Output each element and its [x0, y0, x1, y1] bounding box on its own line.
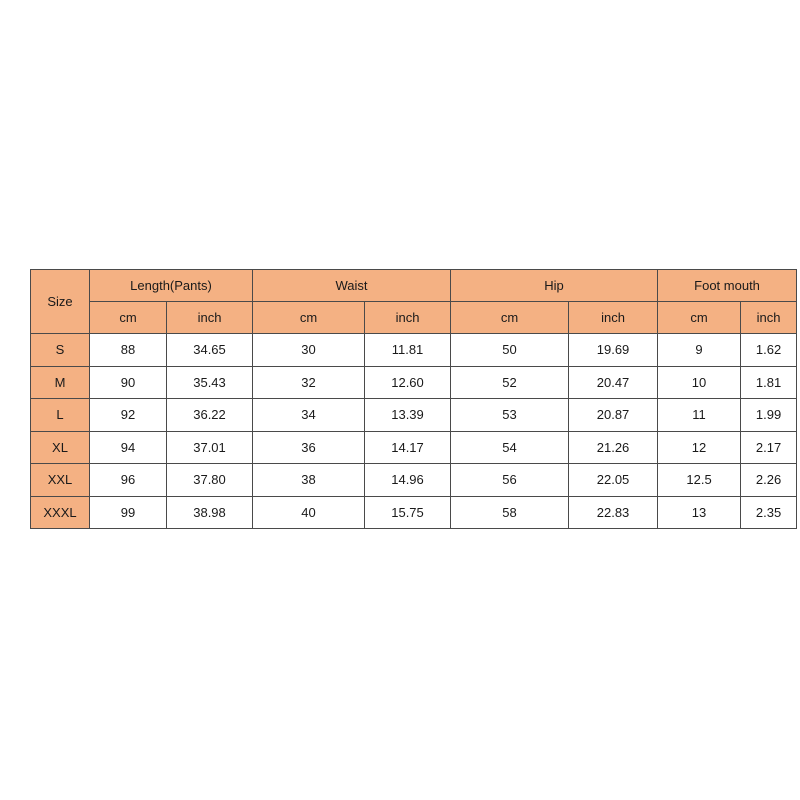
table-cell: 22.05	[569, 464, 658, 497]
table-row	[31, 464, 797, 497]
table-cell: 20.87	[569, 399, 658, 432]
table-cell: 52	[451, 366, 569, 399]
size-cell: M	[31, 366, 90, 399]
table-cell: 38	[253, 464, 365, 497]
size-chart-table	[30, 269, 797, 529]
table-cell: 10	[658, 366, 741, 399]
table-cell: 12.60	[365, 366, 451, 399]
unit-header: cm	[658, 302, 741, 334]
table-cell: 37.01	[167, 431, 253, 464]
table-cell: 53	[451, 399, 569, 432]
table-cell: 2.35	[741, 496, 797, 529]
table-cell: 19.69	[569, 334, 658, 367]
group-header-waist: Waist	[253, 270, 451, 302]
unit-header: inch	[741, 302, 797, 334]
table-cell: 1.81	[741, 366, 797, 399]
table-row	[31, 366, 797, 399]
group-header-length: Length(Pants)	[90, 270, 253, 302]
table-cell: 34	[253, 399, 365, 432]
table-row	[31, 334, 797, 367]
size-cell: XL	[31, 431, 90, 464]
size-cell: L	[31, 399, 90, 432]
table-cell: 90	[90, 366, 167, 399]
table-cell: 1.99	[741, 399, 797, 432]
unit-header: inch	[167, 302, 253, 334]
table-cell: 12.5	[658, 464, 741, 497]
table-cell: 1.62	[741, 334, 797, 367]
table-cell: 13	[658, 496, 741, 529]
table-body	[31, 334, 797, 529]
unit-header: inch	[569, 302, 658, 334]
table-cell: 54	[451, 431, 569, 464]
table-cell: 58	[451, 496, 569, 529]
table-cell: 12	[658, 431, 741, 464]
size-cell: XXL	[31, 464, 90, 497]
table-cell: 36	[253, 431, 365, 464]
table-cell: 92	[90, 399, 167, 432]
size-header: Size	[31, 270, 90, 334]
table-cell: 2.26	[741, 464, 797, 497]
table-cell: 21.26	[569, 431, 658, 464]
table-row	[31, 431, 797, 464]
table-cell: 96	[90, 464, 167, 497]
table-cell: 50	[451, 334, 569, 367]
unit-header: cm	[253, 302, 365, 334]
table-cell: 9	[658, 334, 741, 367]
table-cell: 22.83	[569, 496, 658, 529]
header-unit-row	[31, 302, 797, 334]
table-cell: 14.96	[365, 464, 451, 497]
table-cell: 88	[90, 334, 167, 367]
table-cell: 11	[658, 399, 741, 432]
unit-header: cm	[451, 302, 569, 334]
table-row	[31, 496, 797, 529]
group-header-foot-mouth: Foot mouth	[658, 270, 797, 302]
table-cell: 15.75	[365, 496, 451, 529]
size-cell: S	[31, 334, 90, 367]
group-header-hip: Hip	[451, 270, 658, 302]
table-cell: 34.65	[167, 334, 253, 367]
table-cell: 56	[451, 464, 569, 497]
table-cell: 32	[253, 366, 365, 399]
table-cell: 36.22	[167, 399, 253, 432]
table-cell: 13.39	[365, 399, 451, 432]
table-cell: 20.47	[569, 366, 658, 399]
unit-header: inch	[365, 302, 451, 334]
table-cell: 40	[253, 496, 365, 529]
table-cell: 37.80	[167, 464, 253, 497]
table-row	[31, 399, 797, 432]
table-cell: 94	[90, 431, 167, 464]
size-cell: XXXL	[31, 496, 90, 529]
unit-header: cm	[90, 302, 167, 334]
table-cell: 14.17	[365, 431, 451, 464]
header-group-row	[31, 270, 797, 302]
table-cell: 35.43	[167, 366, 253, 399]
table-cell: 38.98	[167, 496, 253, 529]
table-cell: 99	[90, 496, 167, 529]
table-cell: 2.17	[741, 431, 797, 464]
table-cell: 11.81	[365, 334, 451, 367]
table-cell: 30	[253, 334, 365, 367]
